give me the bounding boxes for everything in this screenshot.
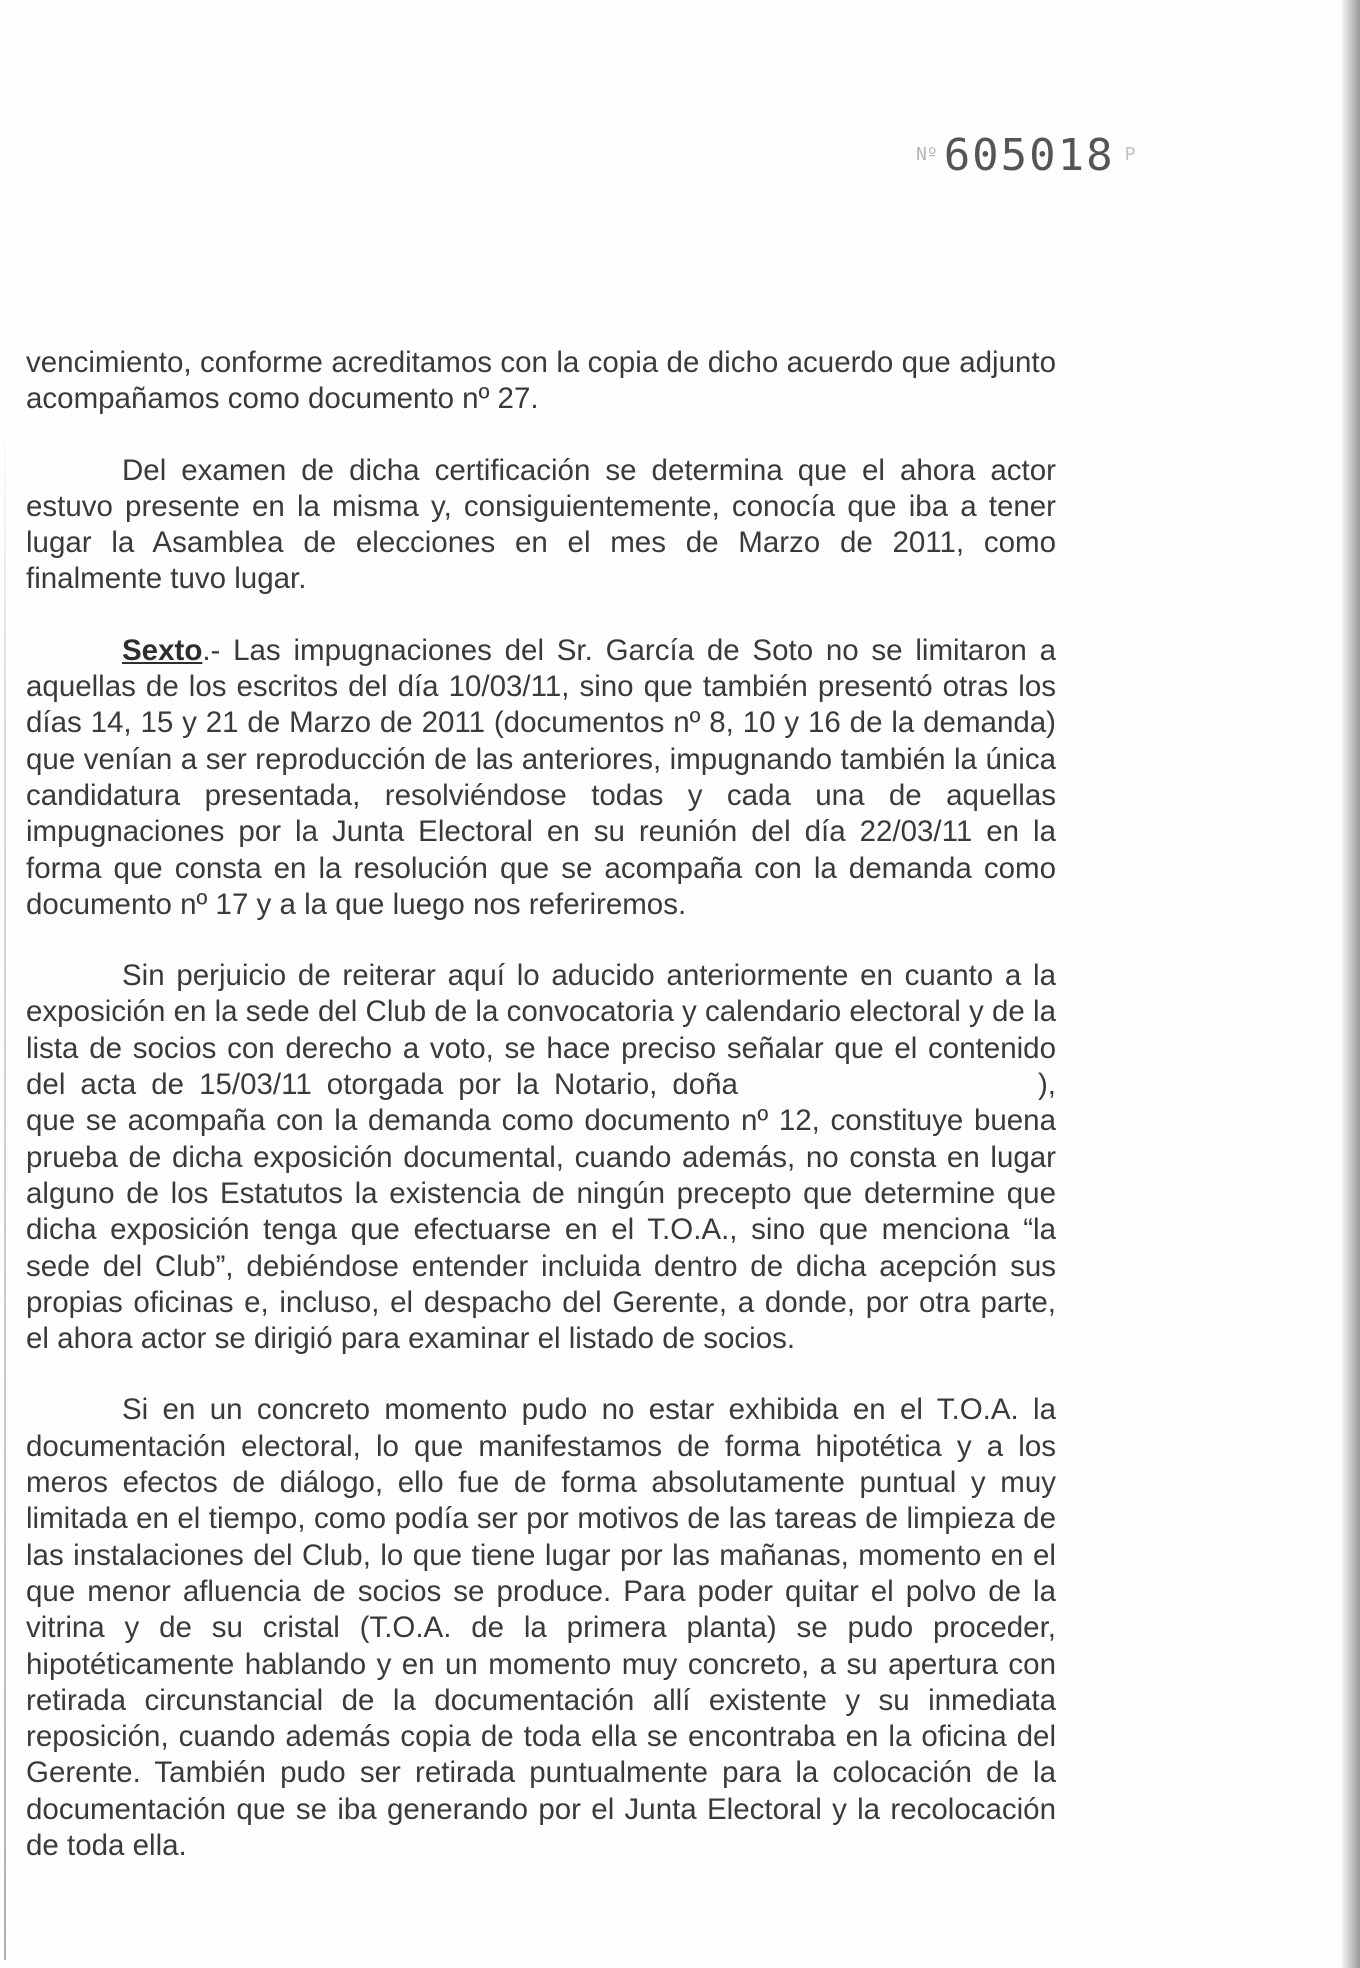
paragraph-text: .- Las impugnaciones del Sr. García de Soto no se limitaron a aquellas de los escritos del día 10/03/11, sino que también presentó otras los días 14, 15 y 21 de Marzo de 2011 (documentos nº 8, 10 y 16 de la demanda) que venían a ser reproducción de las anteriores, impugnando también la única candidatura presentada, resolviéndose todas y cada una de aquellas impugnaciones por la Junta Electoral en su reunión del día 22/03/11 en la forma que consta en la resolución que se acompaña con la demanda como documento nº 17 y a la que luego nos referiremos.	[26, 633, 1056, 921]
paragraph-hipotetica	[26, 1392, 1056, 1864]
paragraph-continuation	[26, 345, 1056, 418]
paragraph-text: Sin perjuicio de reiterar aquí lo aducido anteriormente en cuanto a la exposición en la sede del Club de la convocatoria y calendario electoral y de la lista de socios con derecho a voto, se hace preciso señalar que el contenido del acta de 15/03/11 otorgada por la Notario, doña	[26, 959, 1056, 1102]
document-number-stamp	[916, 130, 1135, 181]
paragraph-text: vencimiento, conforme acreditamos con la copia de dicho acuerdo que adjunto acompañamos como documento nº 27.	[26, 346, 1056, 416]
stamp-suffix: P	[1124, 144, 1136, 165]
document-body	[26, 345, 1056, 1899]
paragraph-text: Si en un concreto momento pudo no estar exhibida en el T.O.A. la documentación electoral, lo que manifestamos de forma hipotética y a los meros efectos de diálogo, ello fue de forma absolutamente puntual y muy limitada en el tiempo, como podía ser por motivos de las tareas de limpieza de las instalaciones del Club, lo que tiene lugar por las mañanas, momento en el que menor afluencia de socios se produce. Para poder quitar el polvo de la vitrina y de su cristal (T.O.A. de la primera planta) se pudo proceder, hipotéticamente hablando y en un momento muy concreto, a su apertura con retirada circunstancial de la documentación allí existente y su inmediata reposición, cuando además copia de toda ella se encontraba en la oficina del Gerente. También pudo ser retirada puntualmente para la colocación de la documentación que se iba generando por el Junta Electoral y la recolocación de toda ella.	[26, 1393, 1056, 1862]
stamp-prefix: Nº	[916, 144, 938, 165]
paragraph-exposicion	[26, 958, 1056, 1357]
paragraph-certification	[26, 453, 1056, 598]
paragraph-text: ), que se acompaña con la demanda como documento nº 12, constituye buena prueba de dicha exposición documental, cuando además, no consta en lugar alguno de los Estatutos la existencia de ningún precepto que determine que dicha exposición tenga que efectuarse en el T.O.A., sino que menciona “la sede del Club”, debiéndose entender incluida dentro de dicha acepción sus propias oficinas e, incluso, el despacho del Gerente, a donde, por otra parte, el ahora actor se dirigió para examinar el listado de socios.	[26, 1068, 1056, 1356]
stamp-number: 605018	[943, 130, 1115, 181]
paragraph-text: Del examen de dicha certificación se determina que el ahora actor estuvo presente en la misma y, consiguientemente, conocía que iba a tener lugar la Asamblea de elecciones en el mes de Marzo de 2011, como finalmente tuvo lugar.	[26, 453, 1056, 596]
binding-margin-line	[4, 420, 6, 1960]
paragraph-sexto	[26, 633, 1056, 923]
page-edge-shadow	[1342, 0, 1360, 1968]
section-heading-sexto: Sexto	[122, 633, 203, 667]
